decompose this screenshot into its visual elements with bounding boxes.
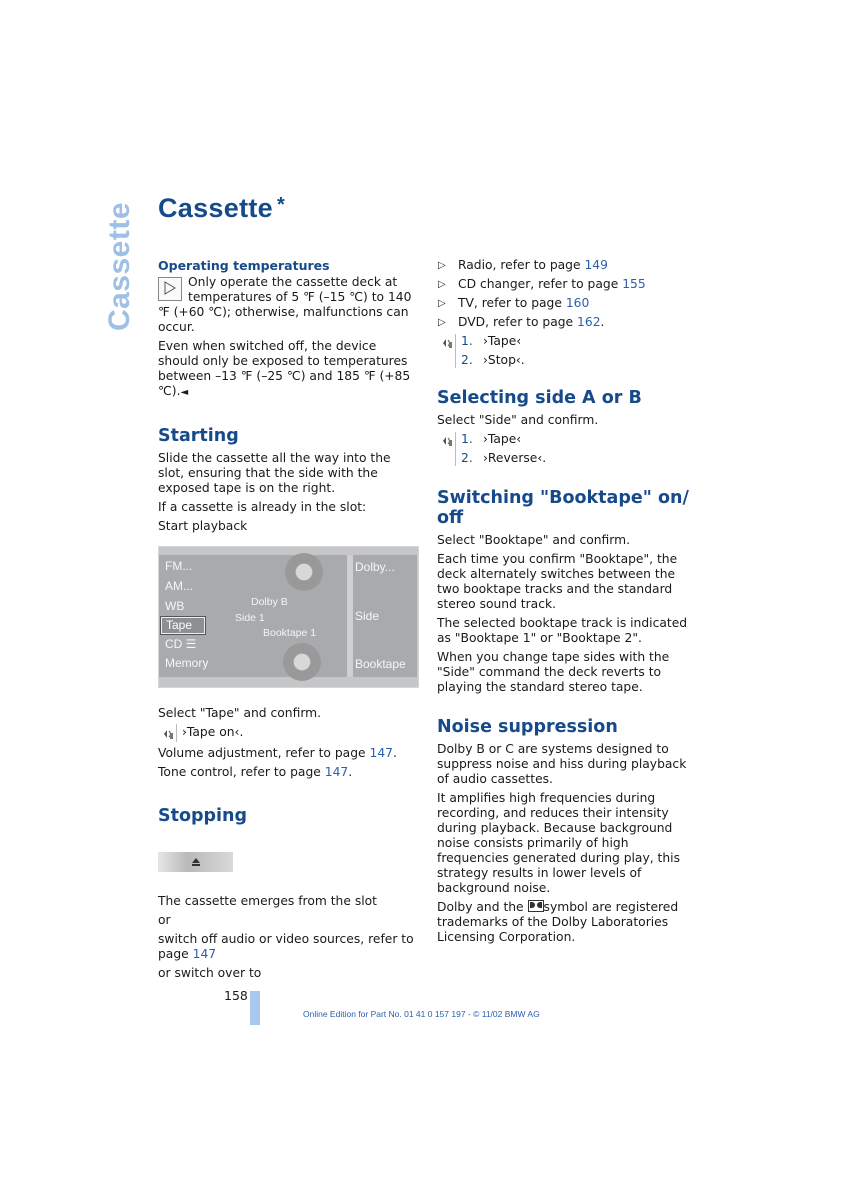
tone-period: . — [348, 765, 353, 779]
step-text: ›Stop‹. — [483, 353, 525, 367]
step-number: 2. — [461, 451, 473, 465]
volume-line — [158, 746, 416, 761]
list-item — [437, 258, 699, 273]
tape-reel-top-icon — [285, 553, 323, 591]
booktape-heading: Switching "Booktape" on/ off — [437, 488, 689, 528]
bullet-triangle-icon: ▷ — [438, 279, 446, 290]
step-text: ›Tape‹ — [483, 432, 522, 446]
stopping-p3: or switch over to — [158, 966, 262, 980]
volume-text: Volume adjustment, refer to page — [158, 746, 370, 760]
booktape-p4: When you change tape sides with the "Side" command the deck reverts to playing the standard stereo tape. — [437, 650, 670, 694]
tv-page-link[interactable]: 160 — [565, 296, 590, 310]
noise-p3 — [437, 900, 699, 945]
stopping-heading: Stopping — [158, 806, 248, 826]
list-item — [437, 296, 699, 311]
voice-command-icon — [439, 337, 453, 353]
bullet-suffix: . — [600, 315, 605, 329]
screen-booktape-label: Booktape 1 — [263, 627, 317, 639]
step-item — [461, 353, 699, 368]
step-number: 1. — [461, 334, 473, 348]
menu-item-tape-selected: Tape — [161, 617, 205, 634]
stopping-page-link[interactable]: 147 — [192, 947, 217, 961]
noise-p1: Dolby B or C are systems designed to suppress noise and hiss during playback of audio cassettes. — [437, 742, 687, 786]
menu-item-memory: Memory — [165, 656, 209, 670]
booktape-p1: Select "Booktape" and confirm. — [437, 533, 630, 547]
selecting-side-heading: Selecting side A or B — [437, 388, 642, 408]
stopping-p2 — [158, 932, 416, 962]
bullet-text: Radio, refer to page — [458, 258, 585, 272]
noise-p3-end: symbol are registered trademarks of the Dolby Laboratories Licensing Corporation. — [437, 900, 679, 944]
starting-p3: Start playback — [158, 519, 248, 533]
selecting-side-p1: Select "Side" and confirm. — [437, 413, 599, 427]
voice-steps-side — [437, 432, 699, 466]
step-number: 1. — [461, 432, 473, 446]
step-number: 2. — [461, 353, 473, 367]
bullet-text: DVD, refer to page — [458, 315, 578, 329]
tone-page-link[interactable]: 147 — [324, 765, 349, 779]
bullet-text: CD changer, refer to page — [458, 277, 623, 291]
tape-reel-bottom-icon — [283, 643, 321, 681]
noise-suppression-heading: Noise suppression — [437, 717, 618, 737]
step-item — [461, 432, 699, 447]
operating-text — [158, 339, 416, 400]
stopping-p1: The cassette emerges from the slot — [158, 894, 377, 908]
step-text: ›Reverse‹. — [483, 451, 547, 465]
side-tab-label: Cassette — [103, 201, 137, 331]
title-text: Cassette — [158, 193, 273, 223]
screen-right-dolby: Dolby... — [355, 560, 395, 574]
noise-p2: It amplifies high frequencies during recording, and reduces their intensity during playback. Because background noise consists primarily of high frequencies generated during play, this strategy results in lower levels of background noise. — [437, 791, 680, 895]
screen-side-label: Side 1 — [235, 612, 265, 624]
end-mark-icon: ◄ — [180, 387, 189, 398]
left-column — [158, 258, 416, 985]
source-list — [437, 258, 699, 330]
dolby-double-d-icon — [528, 900, 544, 912]
menu-item-wb: WB — [165, 599, 185, 613]
tone-text: Tone control, refer to page — [158, 765, 325, 779]
step-item — [461, 334, 699, 349]
eject-button-image — [158, 852, 233, 872]
select-tape-text: Select "Tape" and confirm. — [158, 706, 322, 720]
bullet-triangle-icon: ▷ — [438, 260, 446, 271]
page-marker-bar — [250, 991, 260, 1025]
voice-command-tape-on — [158, 725, 416, 740]
caution-note — [158, 275, 416, 335]
starting-p2: If a cassette is already in the slot: — [158, 500, 367, 514]
menu-item-am: AM... — [165, 579, 194, 593]
voice-steps-stop — [437, 334, 699, 368]
page-number: 158 — [224, 988, 248, 1003]
eject-icon — [190, 857, 202, 867]
booktape-p3: The selected booktape track is indicated as "Booktape 1" or "Booktape 2". — [437, 616, 688, 645]
operating-temperatures-heading: Operating temperatures — [158, 258, 330, 273]
caution-note-text: Only operate the cassette deck at temperatures of 5 ℉ (–15 ℃) to 140 ℉ (+60 ℃); otherwise, malfunctions can occur. — [158, 275, 412, 334]
bullet-triangle-icon: ▷ — [438, 298, 446, 309]
menu-item-fm: FM... — [165, 559, 193, 573]
page-title — [158, 193, 286, 223]
volume-page-link[interactable]: 147 — [369, 746, 393, 760]
operating-text-body: Even when switched off, the device should only be exposed to temperatures between –13 ℉ (–25 ℃) and 185 ℉ (+85 ℃). — [158, 339, 411, 398]
noise-p3-start: Dolby and the — [437, 900, 528, 914]
stopping-p2-text: switch off audio or video sources, refer to page — [158, 932, 414, 961]
booktape-p2: Each time you confirm "Booktape", the deck alternately switches between the two booktape tracks and the standard stereo sound track. — [437, 552, 678, 611]
footer-edition-note: Online Edition for Part No. 01 41 0 157 197 - © 11/02 BMW AG — [303, 1009, 540, 1019]
starting-p1: Slide the cassette all the way into the slot, ensuring that the side with the exposed tape is on the right. — [158, 451, 391, 495]
note-triangle-icon — [158, 277, 182, 301]
bullet-text: TV, refer to page — [458, 296, 566, 310]
volume-period: . — [392, 746, 397, 760]
list-item — [437, 315, 699, 330]
voice-command-text: ›Tape on‹. — [182, 725, 244, 739]
screen-right-side: Side — [355, 609, 380, 623]
side-tab — [100, 201, 140, 331]
radio-page-link[interactable]: 149 — [584, 258, 608, 272]
voice-command-icon — [439, 435, 453, 451]
tape-menu-screenshot — [158, 546, 419, 688]
starting-heading: Starting — [158, 426, 239, 446]
screen-right-booktape: Booktape — [355, 657, 406, 671]
dvd-page-link[interactable]: 162 — [577, 315, 601, 329]
stopping-or: or — [158, 913, 171, 927]
step-item — [461, 451, 699, 466]
step-text: ›Tape‹ — [483, 334, 522, 348]
list-item — [437, 277, 699, 292]
right-column — [437, 258, 699, 949]
voice-command-icon — [160, 728, 174, 744]
title-asterisk: * — [276, 194, 286, 216]
bullet-triangle-icon: ▷ — [438, 317, 446, 328]
cd-changer-page-link[interactable]: 155 — [622, 277, 646, 291]
screen-dolby-label: Dolby B — [251, 596, 288, 608]
tone-line — [158, 765, 416, 780]
menu-item-cd: CD ☰ — [165, 637, 197, 651]
